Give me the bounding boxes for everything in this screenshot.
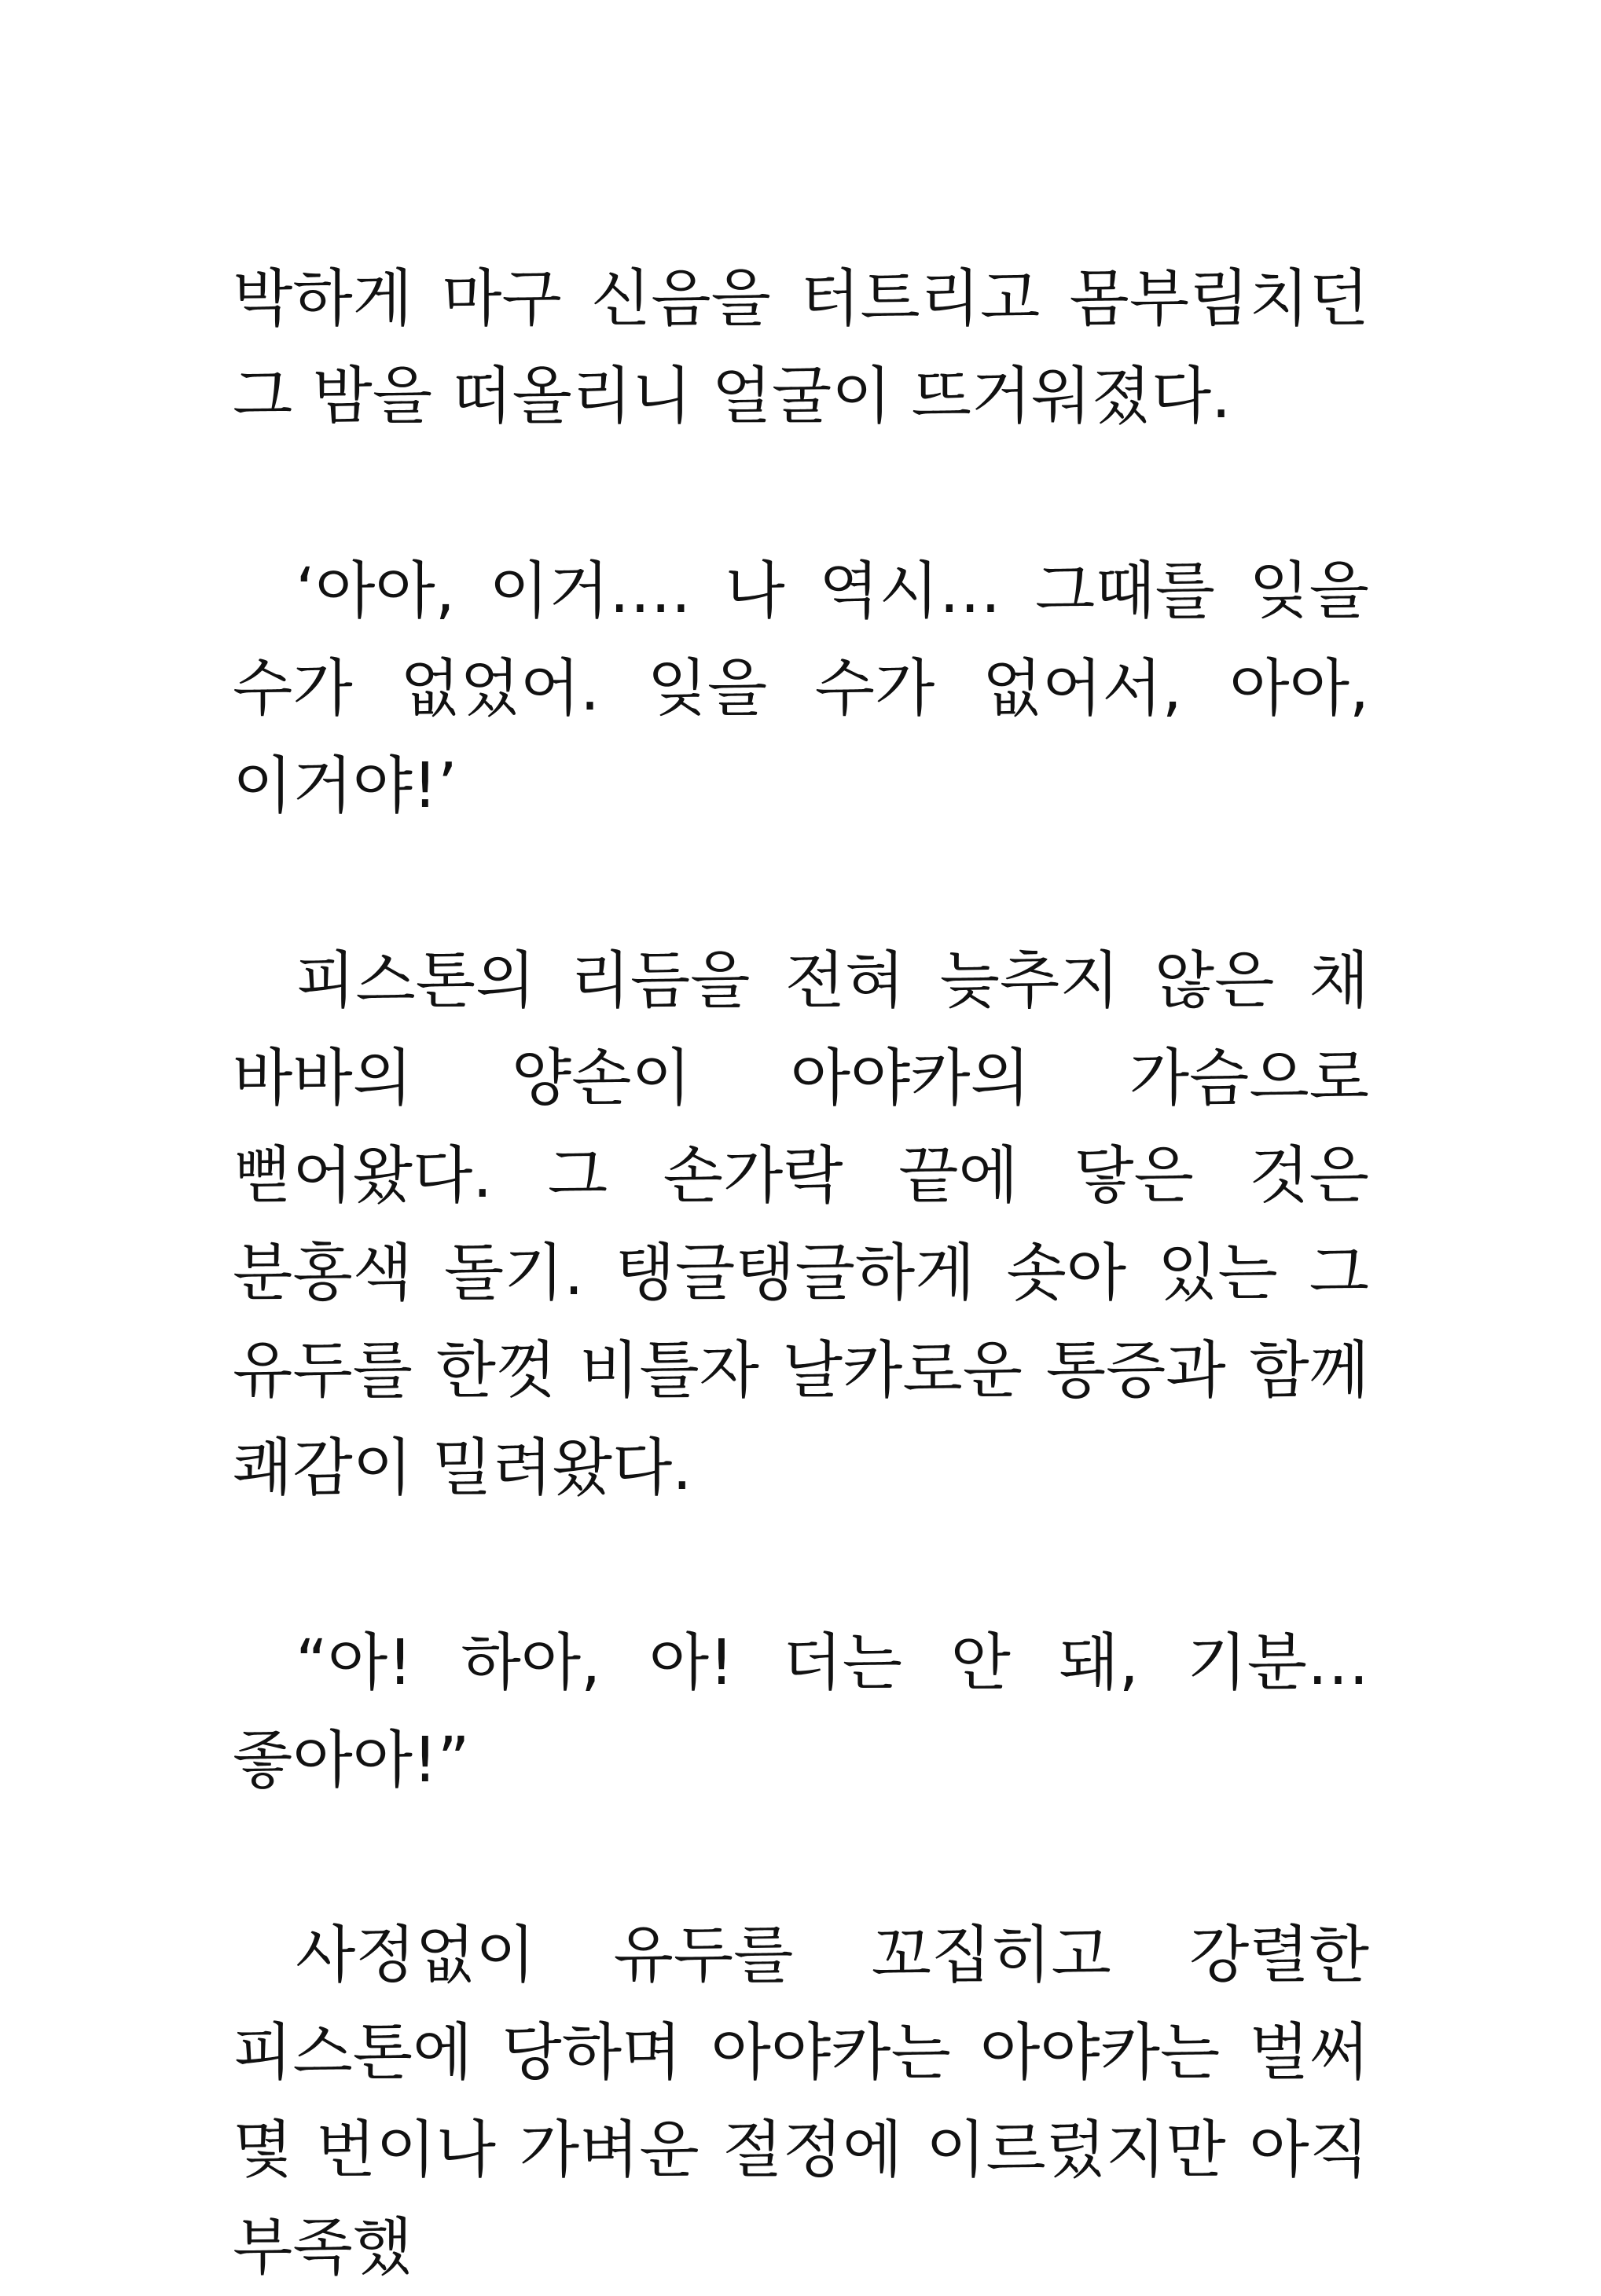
body-text bbox=[233, 250, 1369, 2296]
paragraph-narration-end: 사정없이 유두를 꼬집히고 강렬한 피스톤에 당하며 아야카는 아야카는 벌써 몇 번이나 가벼운 절정에 이르렀지만 아직 부족했 bbox=[233, 1919, 1369, 2283]
paragraph-inner-thought: ‘아아, 이거…. 나 역시… 그때를 잊을 수가 없었어. 잊을 수가 없어서, 아아, 이거야!’ bbox=[233, 555, 1369, 822]
paragraph-continuation: 박하게 마구 신음을 터트리고 몸부림치던 그 밤을 떠올리니 얼굴이 뜨거워졌다. bbox=[233, 262, 1369, 432]
paragraph-narration: 피스톤의 리듬을 전혀 늦추지 않은 채 바바의 양손이 아야카의 가슴으로 뻗어왔다. 그 손가락 끝에 닿은 것은 분홍색 돌기. 탱글탱글하게 솟아 있는 그 유두를 한껏 비틀자 날카로운 통증과 함께 쾌감이 밀려왔다. bbox=[233, 944, 1369, 1504]
paragraph-dialogue: “아! 하아, 아! 더는 안 돼, 기분… 좋아아!” bbox=[233, 1627, 1369, 1796]
